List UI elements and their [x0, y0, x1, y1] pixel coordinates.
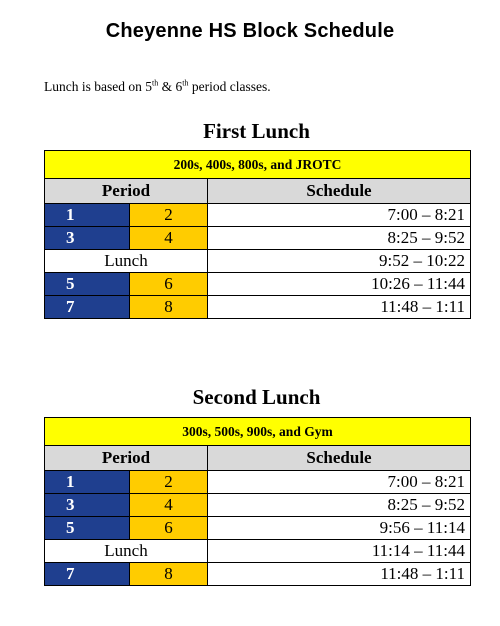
period-column-header: Period [45, 179, 208, 204]
table-row [45, 563, 471, 586]
intro-text-start: Lunch is based on 5 [44, 79, 152, 94]
table-row [45, 227, 471, 250]
even-period-cell: 4 [130, 227, 208, 250]
first-lunch-heading: First Lunch [203, 119, 310, 143]
page-title: Cheyenne HS Block Schedule [105, 20, 395, 42]
even-period-cell: 2 [130, 471, 208, 494]
odd-period-cell: 1 [45, 471, 130, 494]
time-range: 8:25 – 9:52 [208, 494, 471, 517]
odd-period-cell: 5 [45, 273, 130, 296]
second-lunch-heading: Second Lunch [192, 385, 321, 409]
group-banner: 300s, 500s, 900s, and Gym [45, 418, 471, 446]
table-row [45, 273, 471, 296]
group-banner: 200s, 400s, 800s, and JROTC [45, 151, 471, 179]
time-range: 11:48 – 1:11 [208, 296, 471, 319]
intro-text-end: period classes. [188, 79, 271, 94]
time-range: 9:52 – 10:22 [208, 250, 471, 273]
odd-period-cell: 3 [45, 227, 130, 250]
period-column-header: Period [45, 446, 208, 471]
time-range: 7:00 – 8:21 [208, 471, 471, 494]
first-lunch-table [44, 150, 471, 319]
table-banner-row [45, 151, 471, 179]
table-row [45, 494, 471, 517]
table-row [45, 471, 471, 494]
even-period-cell: 6 [130, 517, 208, 540]
table-header-row [45, 446, 471, 471]
even-period-cell: 4 [130, 494, 208, 517]
table-banner-row [45, 418, 471, 446]
odd-period-cell: 1 [45, 204, 130, 227]
odd-period-cell: 5 [45, 517, 130, 540]
schedule-column-header: Schedule [208, 179, 471, 204]
odd-period-cell: 7 [45, 563, 130, 586]
intro-text-mid: & 6 [158, 79, 183, 94]
lunch-label: Lunch [45, 250, 208, 273]
table-row [45, 204, 471, 227]
table-row [45, 296, 471, 319]
second-lunch-table-body [45, 418, 471, 586]
even-period-cell: 8 [130, 563, 208, 586]
odd-period-cell: 7 [45, 296, 130, 319]
even-period-cell: 6 [130, 273, 208, 296]
table-header-row [45, 179, 471, 204]
first-lunch-table-body [45, 151, 471, 319]
lunch-label: Lunch [45, 540, 208, 563]
time-range: 10:26 – 11:44 [208, 273, 471, 296]
even-period-cell: 8 [130, 296, 208, 319]
time-range: 11:14 – 11:44 [208, 540, 471, 563]
time-range: 8:25 – 9:52 [208, 227, 471, 250]
schedule-column-header: Schedule [208, 446, 471, 471]
lunch-row [45, 250, 471, 273]
odd-period-cell: 3 [45, 494, 130, 517]
intro-superscript-2: th [182, 78, 189, 88]
intro-superscript-1: th [151, 78, 159, 88]
time-range: 11:48 – 1:11 [208, 563, 471, 586]
even-period-cell: 2 [130, 204, 208, 227]
time-range: 7:00 – 8:21 [208, 204, 471, 227]
time-range: 9:56 – 11:14 [208, 517, 471, 540]
second-lunch-table [44, 417, 471, 586]
lunch-row [45, 540, 471, 563]
intro-note [44, 79, 271, 95]
table-row [45, 517, 471, 540]
